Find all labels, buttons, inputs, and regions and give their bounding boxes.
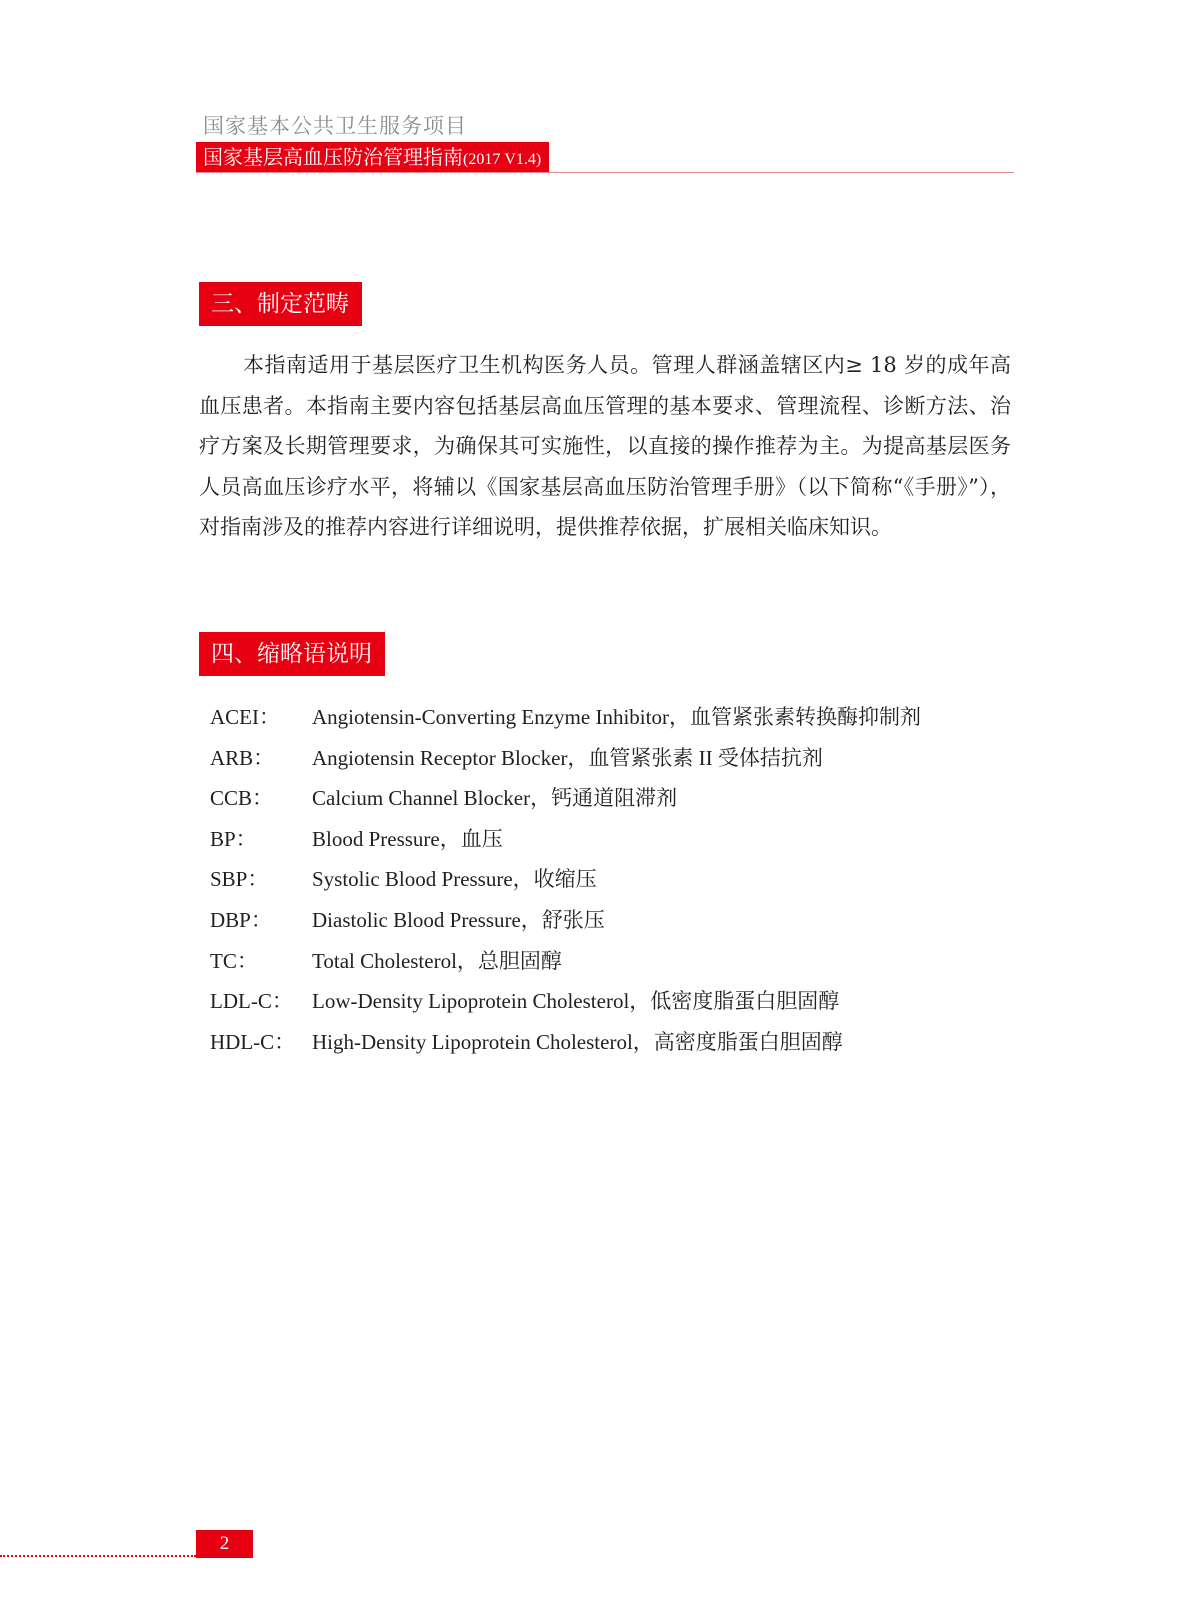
abbreviation-key: SBP： <box>210 867 269 892</box>
abbreviation-key: HDL-C： <box>210 1029 296 1054</box>
abbreviation-key: CCB： <box>210 786 274 811</box>
abbreviation-desc: Angiotensin Receptor Blocker，血管紧张素 II 受体拮抗剂 <box>312 745 823 770</box>
header-divider <box>196 172 1014 173</box>
abbreviation-key: BP： <box>210 826 257 851</box>
abbreviation-key: TC： <box>210 948 258 973</box>
abbreviation-row <box>210 778 1010 819</box>
abbreviation-row <box>210 859 1010 900</box>
abbreviation-desc: Diastolic Blood Pressure，舒张压 <box>312 907 605 932</box>
abbreviation-desc: Calcium Channel Blocker，钙通道阻滞剂 <box>312 786 678 811</box>
abbreviation-desc: Blood Pressure，血压 <box>312 826 503 851</box>
header-guide-title: 国家基层高血压防治管理指南 <box>203 145 463 169</box>
abbreviation-desc: Total Cholesterol，总胆固醇 <box>312 948 562 973</box>
section-3-title: 三、制定范畴 <box>199 282 362 326</box>
header-guide-version: (2017 V1.4) <box>463 151 542 168</box>
abbreviation-row <box>210 697 1010 738</box>
page-number: 2 <box>196 1530 253 1558</box>
footer-dotted-line <box>0 1555 196 1557</box>
abbreviation-row <box>210 981 1010 1022</box>
abbreviation-row <box>210 738 1010 779</box>
section-3-paragraph: 本指南适用于基层医疗卫生机构医务人员。管理人群涵盖辖区内≥ 18 岁的成年高血压患者。本指南主要内容包括基层高血压管理的基本要求、管理流程、诊断方法、治疗方案及长期管理要求，为确保其可实施性，以直接的操作推荐为主。为提高基层医务人员高血压诊疗水平，将辅以《国家基层高血压防治管理手册》（以下简称“《手册》”），对指南涉及的推荐内容进行详细说明，提供推荐依据，扩展相关临床知识。 <box>199 353 1011 539</box>
abbreviation-key: ACEI： <box>210 705 280 729</box>
abbreviation-key: DBP： <box>210 907 272 932</box>
abbreviation-row <box>210 819 1010 860</box>
header-guide-title-bar <box>196 142 549 173</box>
abbreviation-key: ARB： <box>210 745 275 770</box>
section-4-title: 四、缩略语说明 <box>199 632 385 676</box>
abbreviation-row <box>210 941 1010 982</box>
abbreviation-desc: Angiotensin-Converting Enzyme Inhibitor，血管紧张素转换酶抑制剂 <box>312 705 921 729</box>
abbreviation-row <box>210 1022 1010 1063</box>
abbreviation-list <box>210 697 1010 1062</box>
abbreviation-desc: High-Density Lipoprotein Cholesterol，高密度脂蛋白胆固醇 <box>312 1029 843 1054</box>
abbreviation-desc: Low-Density Lipoprotein Cholesterol，低密度脂蛋白胆固醇 <box>312 989 840 1014</box>
abbreviation-row <box>210 900 1010 941</box>
abbreviation-desc: Systolic Blood Pressure，收缩压 <box>312 867 597 892</box>
abbreviation-key: LDL-C： <box>210 989 293 1014</box>
header-project-title: 国家基本公共卫生服务项目 <box>203 114 467 138</box>
